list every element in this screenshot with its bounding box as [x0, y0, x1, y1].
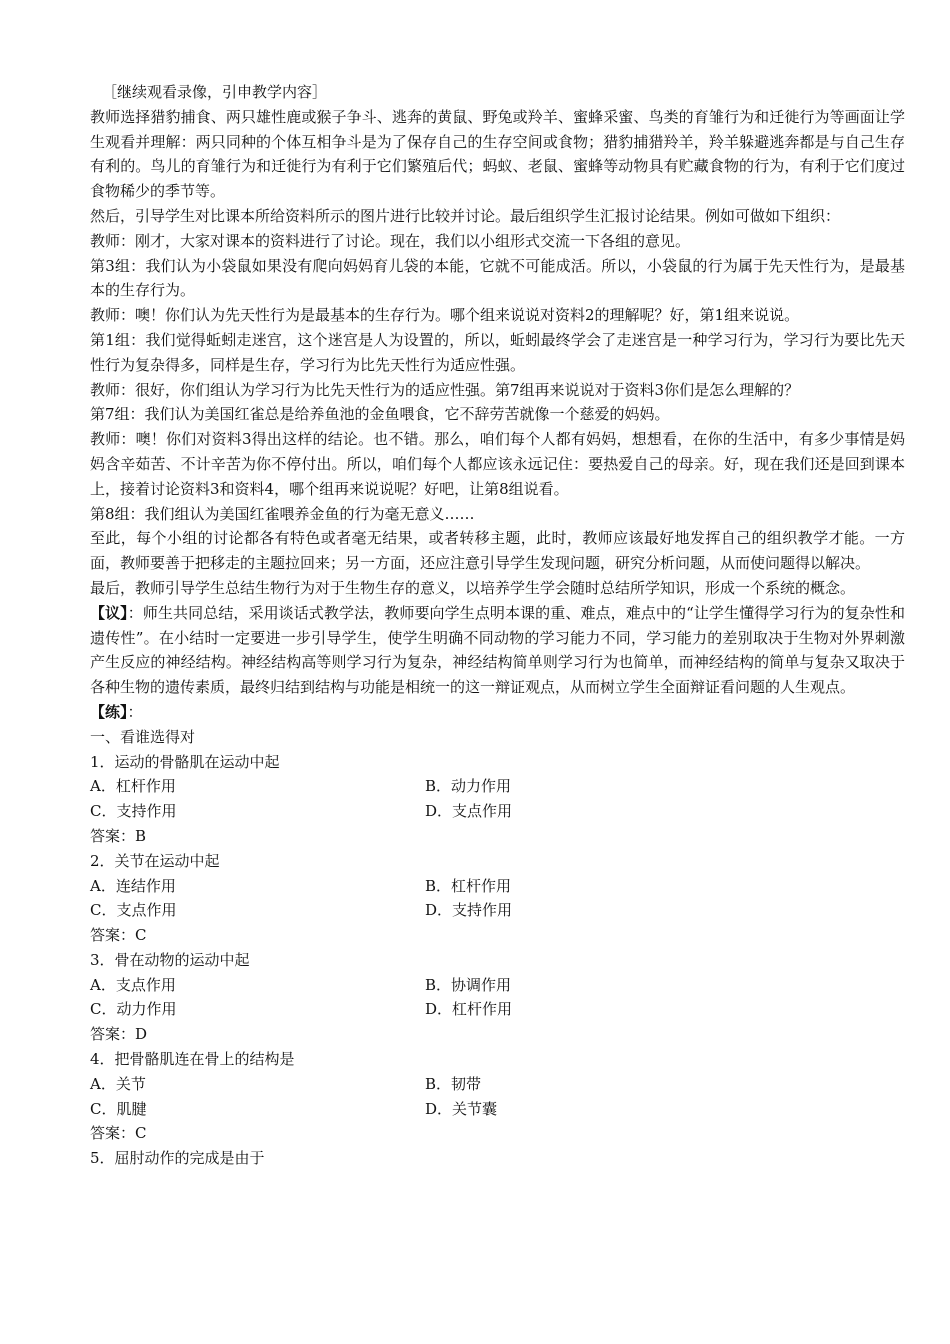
option-b: B．动力作用 [425, 777, 512, 796]
option-d: D．关节囊 [425, 1099, 498, 1118]
option-c: C．支点作用 [90, 901, 177, 920]
option-b: B．协调作用 [425, 975, 512, 994]
paragraph: 第7组：我们认为美国红雀总是给养鱼池的金鱼喂食，它不辞劳苦就像一个慈爱的妈妈。 [90, 405, 670, 424]
question-stem: 1．运动的骨骼肌在运动中起 [90, 752, 280, 771]
paragraph: ［继续观看录像，引申教学内容］ [102, 83, 328, 101]
question-5-stem: 5．屈肘动作的完成是由于 [90, 1149, 265, 1168]
option-row [90, 1072, 905, 1097]
practice-suffix: ： [127, 702, 143, 721]
question-1 [90, 750, 905, 849]
option-c: C．动力作用 [90, 1000, 177, 1019]
option-row [90, 997, 905, 1022]
discuss-label: 【议】 [90, 603, 128, 622]
option-b: B．韧带 [425, 1074, 482, 1093]
paragraph: 第3组：我们认为小袋鼠如果没有爬向妈妈育儿袋的本能，它就不可能成活。所以，小袋鼠的行为属于先天性行为，是最基本的生存行为。 [90, 256, 905, 300]
option-d: D．杠杆作用 [425, 1000, 513, 1019]
paragraph: 教师：噢！你们认为先天性行为是最基本的生存行为。哪个组来说说对资料2的理解呢？好，第1组来说说。 [90, 306, 800, 325]
practice-heading [90, 700, 905, 725]
paragraph: 教师：很好，你们组认为学习行为比先天性行为的适应性强。第7组再来说说对于资料3你们是怎么理解的？ [90, 380, 800, 399]
answer: 答案：D [90, 1025, 148, 1044]
discuss-text: ：师生共同总结，采用谈话式教学法，教师要向学生点明本课的重、难点，难点中的“让学生懂得学习行为的复杂性和遗传性”。在小结时一定要进一步引导学生，使学生明确不同动物的学习能力不同，学习能力的差别取决于生物对外界刺激产生反应的神经结构。神经结构高等则学习行为复杂，神经结构简单则学习行为也简单，而神经结构的简单与复杂又取决于各种生物的遗传素质，最终归结到结构与功能是相统一的这一辩证观点，从而树立学生全面辩证看问题的人生观点。 [90, 603, 905, 697]
paragraph: 教师选择猎豹捕食、两只雄性鹿或猴子争斗、逃奔的黄鼠、野兔或羚羊、蜜蜂采蜜、鸟类的育雏行为和迁徙行为等画面让学生观看并理解：两只同种的个体互相争斗是为了保存自己的生存空间或食物；猎豹捕猎羚羊，羚羊躲避逃奔都是与自己生存有利的。鸟儿的育雏行为和迁徙行为有利于它们繁殖后代；蚂蚁、老鼠、蜜蜂等动物具有贮藏食物的行为，有利于它们度过食物稀少的季节等。 [90, 107, 905, 201]
option-a: A．杠杆作用 [90, 777, 176, 796]
option-a: A．关节 [90, 1074, 146, 1093]
question-stem: 4．把骨骼肌连在骨上的结构是 [90, 1050, 295, 1069]
paragraph: 第8组：我们组认为美国红雀喂养金鱼的行为毫无意义…… [90, 504, 475, 523]
paragraph: 至此，每个小组的讨论都各有特色或者毫无结果，或者转移主题，此时，教师应该最好地发挥自己的组织教学才能。一方面，教师要善于把移走的主题拉回来；另一方面，还应注意引导学生发现问题，研究分析问题，从而使问题得以解决。 [90, 529, 905, 573]
option-a: A．连结作用 [90, 876, 176, 895]
question-stem: 2．关节在运动中起 [90, 851, 220, 870]
option-d: D．支持作用 [425, 901, 513, 920]
question-3 [90, 948, 905, 1047]
section-title: 一、看谁选得对 [90, 727, 196, 746]
option-c: C．肌腱 [90, 1099, 147, 1118]
paragraph: 最后，教师引导学生总结生物行为对于生物生存的意义，以培养学生学会随时总结所学知识，形成一个系统的概念。 [90, 578, 856, 597]
option-row [90, 774, 905, 799]
question-stem: 3．骨在动物的运动中起 [90, 950, 250, 969]
paragraph: 然后，引导学生对比课本所给资料所示的图片进行比较并讨论。最后组织学生汇报讨论结果。例如可做如下组织： [90, 206, 841, 225]
answer: 答案：C [90, 1124, 147, 1143]
practice-label: 【练】 [90, 702, 128, 721]
paragraph: 教师：刚才，大家对课本的资料进行了讨论。现在，我们以小组形式交流一下各组的意见。 [90, 231, 691, 250]
question-2 [90, 849, 905, 948]
answer: 答案：C [90, 926, 147, 945]
option-c: C．支持作用 [90, 802, 177, 821]
answer: 答案：B [90, 826, 147, 845]
option-b: B．杠杆作用 [425, 876, 512, 895]
paragraph: 第1组：我们觉得蚯蚓走迷宫，这个迷宫是人为设置的，所以，蚯蚓最终学会了走迷宫是一种学习行为，学习行为要比先天性行为复杂得多，同样是生存，学习行为比先天性行为适应性强。 [90, 330, 905, 374]
option-row [90, 973, 905, 998]
discuss-paragraph [90, 601, 905, 700]
option-a: A．支点作用 [90, 975, 176, 994]
option-row [90, 898, 905, 923]
option-row [90, 874, 905, 899]
option-row [90, 1097, 905, 1122]
option-row [90, 799, 905, 824]
question-4 [90, 1047, 905, 1146]
document-page [90, 80, 905, 1171]
option-d: D．支点作用 [425, 802, 513, 821]
paragraph: 教师：噢！你们对资料3得出这样的结论。也不错。那么，咱们每个人都有妈妈，想想看，在你的生活中，有多少事情是妈妈含辛茹苦、不计辛苦为你不停付出。所以，咱们每个人都应该永远记住：要热爱自己的母亲。好，现在我们还是回到课本上，接着讨论资料3和资料4，哪个组再来说说呢？好吧，让第8组说看。 [90, 430, 905, 498]
